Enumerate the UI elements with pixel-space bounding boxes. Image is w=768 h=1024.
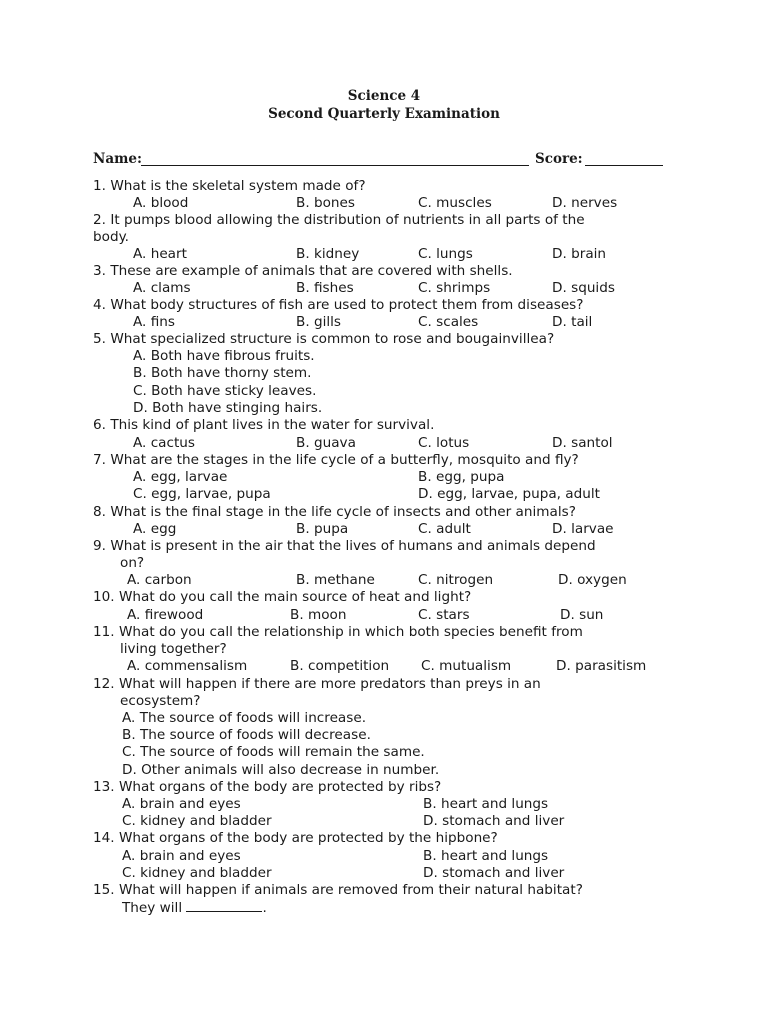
- q1-option-c: C. muscles: [418, 195, 492, 211]
- question-12: 12. What will happen if there are more predators than preys in an: [93, 676, 541, 692]
- question-9: 9. What is present in the air that the lives of humans and animals depend: [93, 538, 596, 554]
- question-2: 2. It pumps blood allowing the distribution of nutrients in all parts of the: [93, 212, 585, 228]
- q2-option-d: D. brain: [552, 246, 607, 262]
- q12-option-c: C. The source of foods will remain the same.: [122, 744, 425, 760]
- q13-option-d: D. stomach and liver: [423, 813, 565, 829]
- q7-option-a: A. egg, larvae: [133, 469, 228, 485]
- q8-option-c: C. adult: [418, 521, 471, 537]
- q10-option-d: D. sun: [560, 607, 604, 623]
- q3-option-c: C. shrimps: [418, 280, 491, 296]
- question-15: 15. What will happen if animals are removed from their natural habitat?: [93, 882, 583, 898]
- q7-option-b: B. egg, pupa: [418, 469, 505, 485]
- question-14: 14. What organs of the body are protected by the hipbone?: [93, 830, 498, 846]
- q7-option-c: C. egg, larvae, pupa: [133, 486, 271, 502]
- q2-option-b: B. kidney: [296, 246, 360, 262]
- score-label: Score:: [535, 151, 583, 167]
- question-12-cont: ecosystem?: [120, 693, 201, 709]
- question-15-cont: They will .: [122, 900, 267, 916]
- q6-option-b: B. guava: [296, 435, 356, 451]
- question-13: 13. What organs of the body are protected by ribs?: [93, 779, 442, 795]
- q5-option-a: A. Both have fibrous fruits.: [133, 348, 315, 364]
- q7-option-d: D. egg, larvae, pupa, adult: [418, 486, 600, 502]
- q2-option-c: C. lungs: [418, 246, 473, 262]
- q12-option-a: A. The source of foods will increase.: [122, 710, 367, 726]
- question-8: 8. What is the final stage in the life cycle of insects and other animals?: [93, 504, 576, 520]
- q4-option-d: D. tail: [552, 314, 593, 330]
- q14-option-c: C. kidney and bladder: [122, 865, 272, 881]
- q9-option-a: A. carbon: [127, 572, 192, 588]
- q10-option-c: C. stars: [418, 607, 470, 623]
- q5-option-d: D. Both have stinging hairs.: [133, 400, 323, 416]
- q3-option-d: D. squids: [552, 280, 615, 296]
- name-blank[interactable]: [141, 165, 529, 166]
- question-6: 6. This kind of plant lives in the water for survival.: [93, 417, 435, 433]
- q8-option-a: A. egg: [133, 521, 177, 537]
- q13-option-a: A. brain and eyes: [122, 796, 241, 812]
- question-2-cont: body.: [93, 229, 130, 245]
- question-1: 1. What is the skeletal system made of?: [93, 178, 366, 194]
- subject-title: Science 4: [347, 88, 421, 104]
- q10-option-a: A. firewood: [127, 607, 204, 623]
- answer-blank[interactable]: [186, 899, 262, 912]
- exam-title: Second Quarterly Examination: [268, 106, 500, 122]
- q12-option-d: D. Other animals will also decrease in number.: [122, 762, 440, 778]
- q9-option-d: D. oxygen: [558, 572, 627, 588]
- question-9-cont: on?: [120, 555, 145, 571]
- q6-option-c: C. lotus: [418, 435, 470, 451]
- q6-option-d: D. santol: [552, 435, 613, 451]
- q1-option-b: B. bones: [296, 195, 355, 211]
- question-7: 7. What are the stages in the life cycle of a butterfly, mosquito and fly?: [93, 452, 579, 468]
- q10-option-b: B. moon: [290, 607, 347, 623]
- q11-option-d: D. parasitism: [556, 658, 647, 674]
- q4-option-a: A. fins: [133, 314, 175, 330]
- q8-option-d: D. larvae: [552, 521, 614, 537]
- q14-option-d: D. stomach and liver: [423, 865, 565, 881]
- q8-option-b: B. pupa: [296, 521, 349, 537]
- q14-option-b: B. heart and lungs: [423, 848, 549, 864]
- q5-option-c: C. Both have sticky leaves.: [133, 383, 317, 399]
- question-4: 4. What body structures of fish are used to protect them from diseases?: [93, 297, 584, 313]
- name-score-row: [93, 151, 665, 169]
- q13-option-b: B. heart and lungs: [423, 796, 549, 812]
- score-blank[interactable]: [585, 165, 663, 166]
- q11-option-b: B. competition: [290, 658, 390, 674]
- q13-option-c: C. kidney and bladder: [122, 813, 272, 829]
- q14-option-a: A. brain and eyes: [122, 848, 241, 864]
- q11-option-a: A. commensalism: [127, 658, 248, 674]
- question-11: 11. What do you call the relationship in which both species benefit from: [93, 624, 583, 640]
- question-11-cont: living together?: [120, 641, 227, 657]
- question-3: 3. These are example of animals that are covered with shells.: [93, 263, 513, 279]
- q3-option-b: B. fishes: [296, 280, 354, 296]
- q3-option-a: A. clams: [133, 280, 191, 296]
- q1-option-a: A. blood: [133, 195, 189, 211]
- q4-option-c: C. scales: [418, 314, 479, 330]
- name-label: Name:: [93, 151, 142, 167]
- question-10: 10. What do you call the main source of heat and light?: [93, 589, 472, 605]
- q11-option-c: C. mutualism: [421, 658, 512, 674]
- q12-option-b: B. The source of foods will decrease.: [122, 727, 371, 743]
- q6-option-a: A. cactus: [133, 435, 196, 451]
- q5-option-b: B. Both have thorny stem.: [133, 365, 312, 381]
- question-5: 5. What specialized structure is common to rose and bougainvillea?: [93, 331, 555, 347]
- q9-option-c: C. nitrogen: [418, 572, 494, 588]
- q4-option-b: B. gills: [296, 314, 342, 330]
- q1-option-d: D. nerves: [552, 195, 618, 211]
- q9-option-b: B. methane: [296, 572, 375, 588]
- q2-option-a: A. heart: [133, 246, 187, 262]
